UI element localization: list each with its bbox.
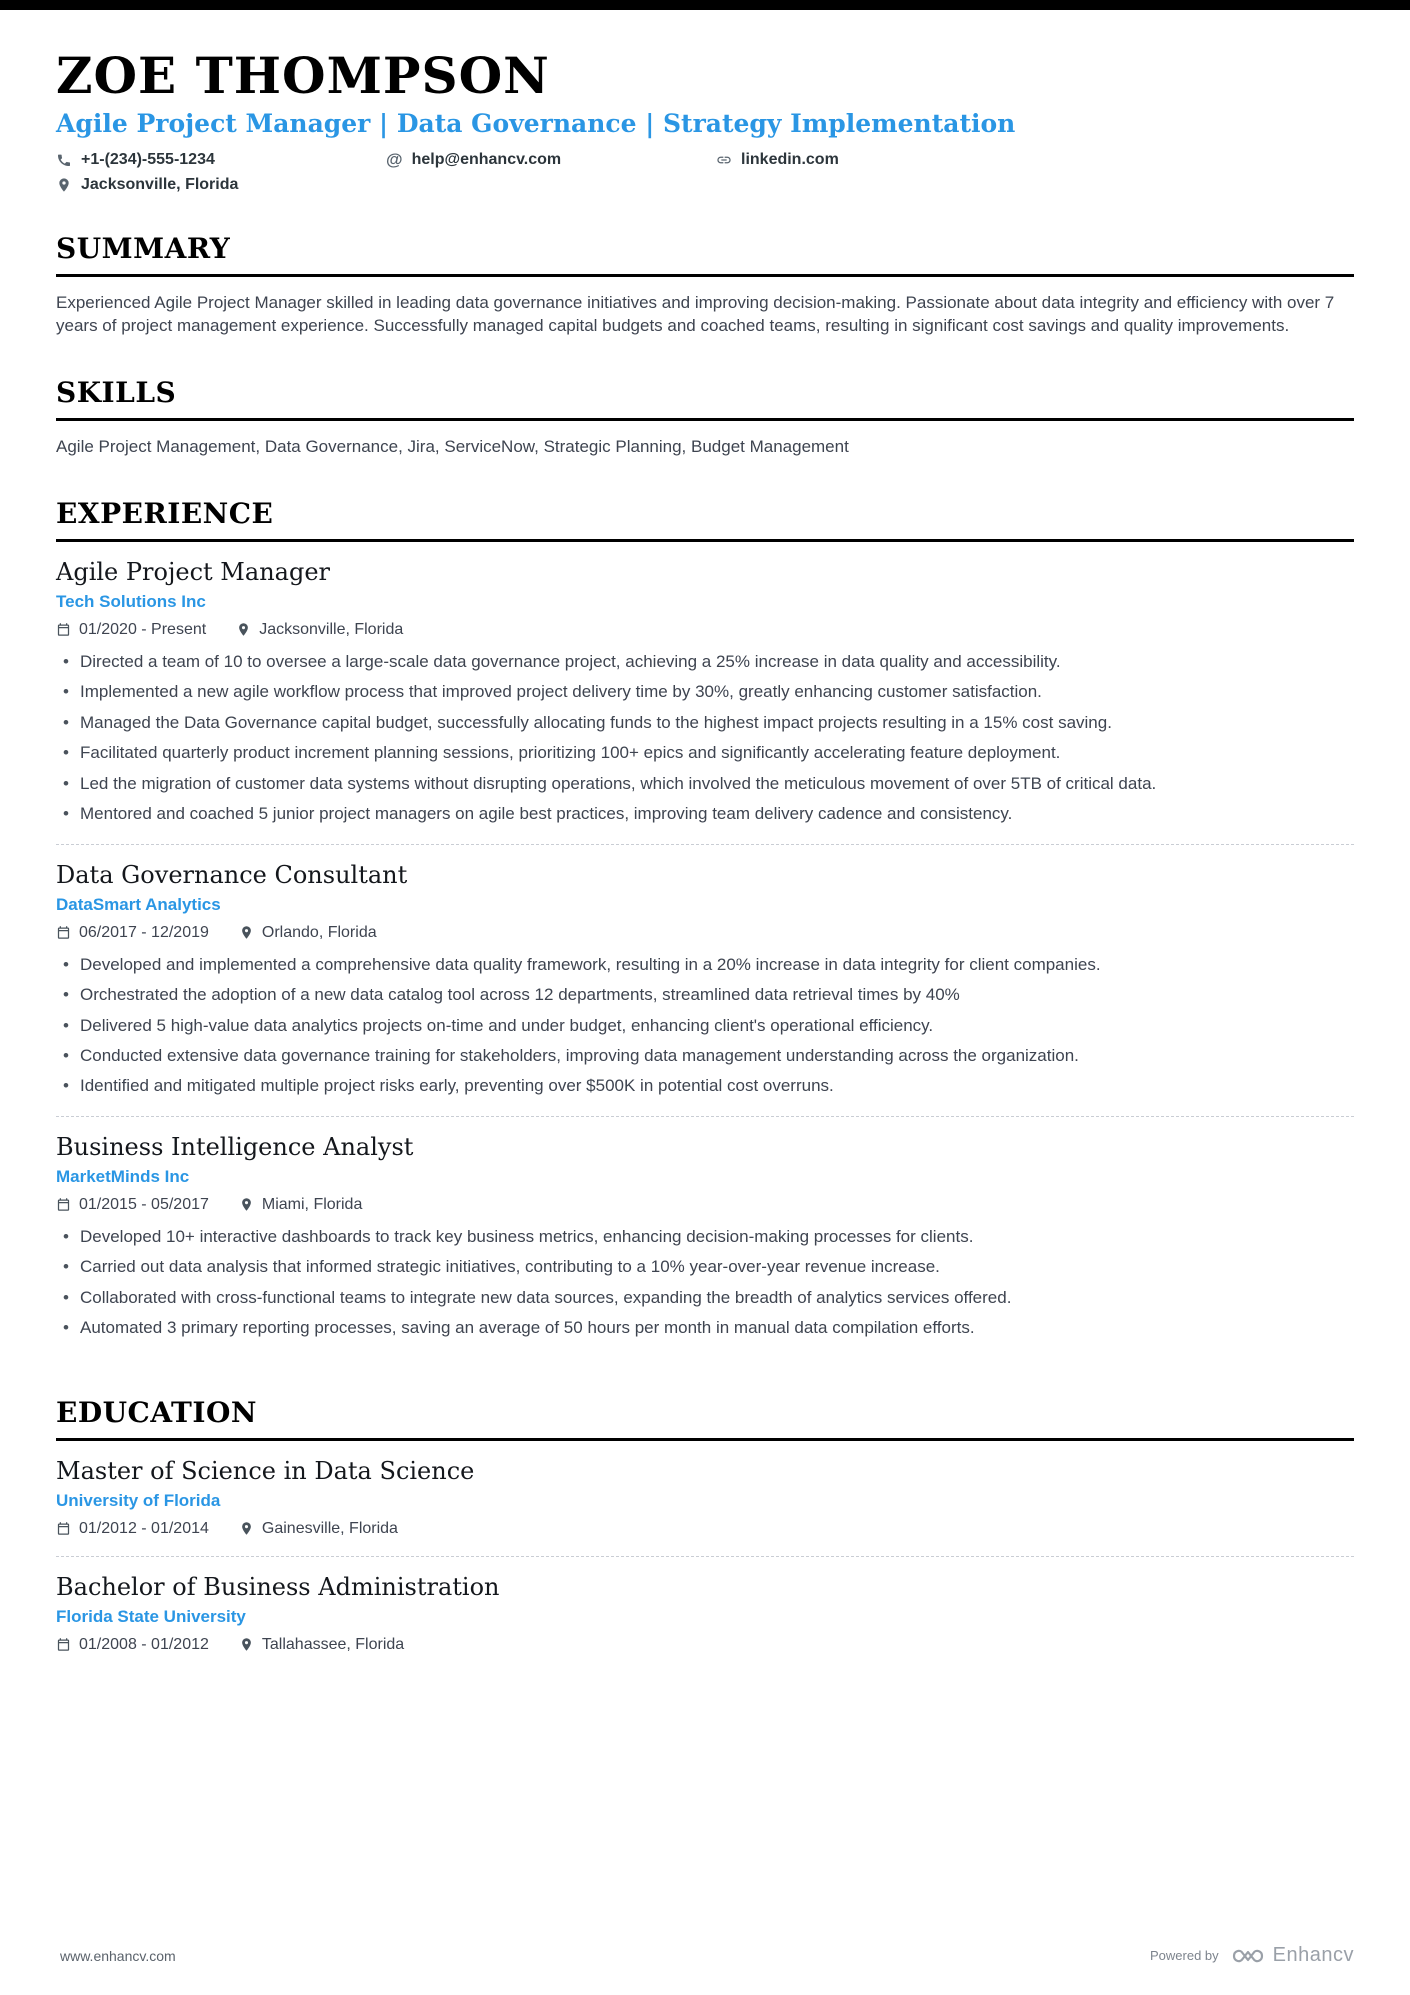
location-icon [239, 1637, 254, 1652]
job-bullet: • Managed the Data Governance capital budget, successfully allocating funds to the highest impact projects resulting in a 15% cost saving. [56, 711, 1354, 734]
degree-dates [56, 1520, 209, 1538]
summary-text: Experienced Agile Project Manager skilled in leading data governance initiatives and improving decision-making. Passionate about data integrity and efficiency with over 7 years of project management experience. Successfully managed capital budgets and coached teams, resulting in significant cost savings and quality improvements. [56, 292, 1335, 336]
experience-heading: EXPERIENCE [56, 497, 1354, 542]
calendar-icon [56, 925, 71, 940]
job-dates-text: 01/2020 - Present [79, 620, 207, 638]
job-bullets [56, 953, 1354, 1098]
location-contact [56, 176, 1354, 194]
job-bullet: • Carried out data analysis that informed strategic initiatives, contributing to a 10% year-over-year revenue increase. [56, 1255, 1354, 1278]
link-icon [716, 152, 732, 168]
job-bullet: • Implemented a new agile workflow process that improved project delivery time by 30%, greatly enhancing customer satisfaction. [56, 680, 1354, 703]
location-icon [56, 177, 72, 193]
job-location [239, 924, 377, 942]
job-bullets [56, 650, 1354, 826]
degree-meta [56, 1636, 1354, 1654]
job-dates-text: 06/2017 - 12/2019 [79, 923, 209, 941]
job-bullet: • Collaborated with cross-functional teams to integrate new data sources, expanding the breadth of analytics services offered. [56, 1286, 1354, 1309]
job-bullet: • Mentored and coached 5 junior project managers on agile best practices, improving team delivery cadence and consistency. [56, 802, 1354, 825]
job-location-text: Orlando, Florida [261, 923, 377, 941]
email-address: help@enhancv.com [411, 150, 562, 168]
linkedin-contact[interactable] [716, 151, 1354, 169]
location-icon [239, 1521, 254, 1536]
job-meta [56, 1196, 1354, 1214]
experience-job [56, 845, 1354, 1117]
job-bullet: • Orchestrated the adoption of a new data catalog tool across 12 departments, streamlined data retrieval times by 40% [56, 983, 1354, 1006]
enhancv-brand-name: Enhancv [1272, 1944, 1354, 1966]
degree-location [239, 1636, 404, 1654]
degree-title: Master of Science in Data Science [56, 1456, 475, 1485]
education-degree [56, 1557, 1354, 1672]
job-meta [56, 621, 1354, 639]
contact-row [56, 151, 1354, 169]
experience-job [56, 1117, 1354, 1358]
job-meta [56, 924, 1354, 942]
job-company: Tech Solutions Inc [56, 591, 206, 611]
degree-dates-text: 01/2008 - 01/2012 [79, 1635, 209, 1653]
experience-job [56, 542, 1354, 845]
job-title: Business Intelligence Analyst [56, 1132, 414, 1161]
page-footer [0, 1944, 1410, 1995]
at-icon: @ [386, 150, 403, 169]
degree-school: Florida State University [56, 1606, 246, 1626]
contact-row-location [56, 176, 1354, 194]
education-section [56, 1396, 1354, 1672]
experience-section [56, 497, 1354, 1358]
page-top-accent-bar [0, 0, 1410, 10]
job-dates [56, 621, 206, 639]
job-title: Data Governance Consultant [56, 860, 408, 889]
education-degree [56, 1441, 1354, 1557]
job-title: Agile Project Manager [56, 557, 330, 586]
summary-section [56, 232, 1354, 339]
degree-location [239, 1520, 398, 1538]
linkedin-link: linkedin.com [741, 150, 839, 168]
job-company: DataSmart Analytics [56, 894, 221, 914]
resume-header [56, 46, 1354, 194]
job-location [239, 1196, 362, 1214]
job-bullets [56, 1225, 1354, 1340]
degree-location-text: Gainesville, Florida [261, 1519, 398, 1537]
job-bullet: • Developed 10+ interactive dashboards to track key business metrics, enhancing decision-making processes for clients. [56, 1225, 1354, 1248]
job-bullet: • Delivered 5 high-value data analytics projects on-time and under budget, enhancing client's operational efficiency. [56, 1014, 1354, 1037]
job-dates-text: 01/2015 - 05/2017 [79, 1195, 209, 1213]
degree-meta [56, 1520, 1354, 1538]
location-text: Jacksonville, Florida [81, 175, 239, 193]
skills-text: Agile Project Management, Data Governance, Jira, ServiceNow, Strategic Planning, Budget Management [56, 437, 849, 457]
degree-dates [56, 1636, 209, 1654]
job-location [236, 621, 403, 639]
phone-icon [56, 152, 72, 168]
email-contact[interactable] [386, 151, 716, 169]
powered-by-label: Powered by [1150, 1948, 1219, 1963]
candidate-name: ZOE THOMPSON [56, 46, 550, 105]
enhancv-site-link[interactable]: www.enhancv.com [60, 1947, 176, 1964]
location-icon [236, 622, 251, 637]
job-dates [56, 1196, 209, 1214]
degree-dates-text: 01/2012 - 01/2014 [79, 1519, 209, 1537]
phone-contact[interactable] [56, 151, 386, 169]
job-company: MarketMinds Inc [56, 1166, 190, 1186]
location-icon [239, 1197, 254, 1212]
calendar-icon [56, 1521, 71, 1536]
enhancv-brand-link[interactable] [1231, 1944, 1354, 1967]
degree-school: University of Florida [56, 1490, 221, 1510]
summary-heading: SUMMARY [56, 232, 1354, 277]
location-icon [239, 925, 254, 940]
calendar-icon [56, 1197, 71, 1212]
skills-section [56, 376, 1354, 459]
skills-heading: SKILLS [56, 376, 1354, 421]
job-bullet: • Automated 3 primary reporting processes, saving an average of 50 hours per month in manual data compilation efforts. [56, 1316, 1354, 1339]
calendar-icon [56, 622, 71, 637]
job-bullet: • Led the migration of customer data systems without disrupting operations, which involved the meticulous movement of over 5TB of critical data. [56, 772, 1354, 795]
calendar-icon [56, 1637, 71, 1652]
education-heading: EDUCATION [56, 1396, 1354, 1441]
job-bullet: • Facilitated quarterly product increment planning sessions, prioritizing 100+ epics and significantly accelerating feature deployment. [56, 741, 1354, 764]
job-bullet: • Directed a team of 10 to oversee a large-scale data governance project, achieving a 25% increase in data quality and accessibility. [56, 650, 1354, 673]
job-bullet: • Identified and mitigated multiple project risks early, preventing over $500K in potential cost overruns. [56, 1074, 1354, 1097]
enhancv-logo-icon [1231, 1945, 1265, 1967]
resume-page [0, 10, 1410, 1944]
phone-number: +1-(234)-555-1234 [81, 150, 215, 168]
powered-by-group [1150, 1944, 1354, 1967]
degree-title: Bachelor of Business Administration [56, 1572, 500, 1601]
job-bullet: • Conducted extensive data governance training for stakeholders, improving data management understanding across the organization. [56, 1044, 1354, 1067]
candidate-headline: Agile Project Manager | Data Governance | Strategy Implementation [56, 108, 1016, 138]
job-location-text: Jacksonville, Florida [259, 620, 404, 638]
job-location-text: Miami, Florida [261, 1195, 363, 1213]
degree-location-text: Tallahassee, Florida [261, 1635, 405, 1653]
job-dates [56, 924, 209, 942]
job-bullet: • Developed and implemented a comprehensive data quality framework, resulting in a 20% increase in data integrity for client companies. [56, 953, 1354, 976]
